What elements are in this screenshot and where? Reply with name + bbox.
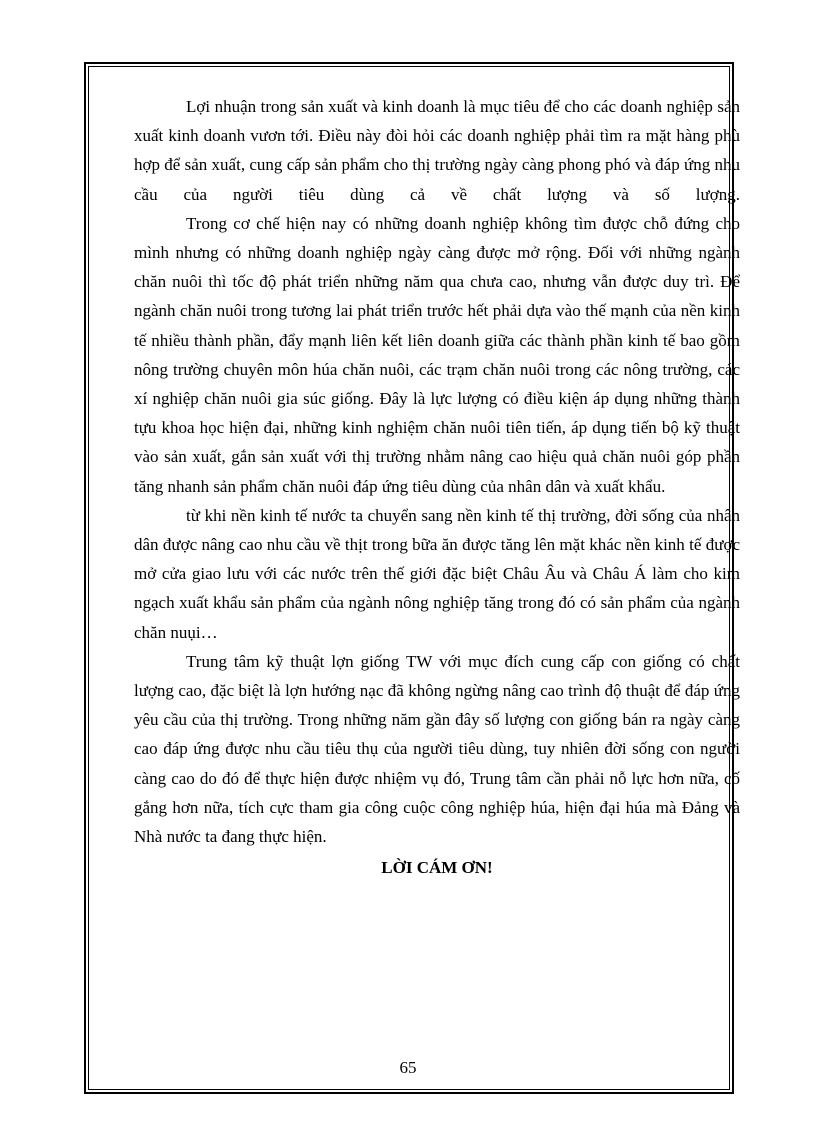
document-body: [134, 92, 740, 882]
section-heading: LỜI CÁM ƠN!: [381, 858, 493, 878]
paragraph-2: Trong cơ chế hiện nay có những doanh nghiệp không tìm được chỗ đứng cho mình nhưng có những doanh nghiệp ngày càng được mở rộng. Đối với những ngành chăn nuôi thì tốc độ phát triển những năm qua chưa cao, nhưng vẫn được duy trì. Để ngành chăn nuôi trong tương lai phát triển trước hết phải dựa vào thế mạnh của nền kinh tế nhiều thành phần, đẩy mạnh liên kết liên doanh giữa các thành phần kinh tế bao gồm nông trường chuyên môn húa chăn nuôi, các trạm chăn nuôi trong các nông trường, các xí nghiệp chăn nuôi gia súc giống. Đây là lực lượng có điều kiện áp dụng những thành tựu khoa học hiện đại, những kinh nghiệm chăn nuôi tiên tiến, áp dụng tiến bộ kỹ thuật vào sản xuất, gắn sản xuất với thị trường nhằm nâng cao hiệu quả chăn nuôi góp phần tăng nhanh sản phẩm chăn nuôi đáp ứng tiêu dùng của nhân dân và xuất khẩu.: [134, 213, 740, 496]
paragraph-3: từ khi nền kinh tế nước ta chuyển sang nền kinh tế thị trường, đời sống của nhân dân được nâng cao nhu cầu về thịt trong bữa ăn được tăng lên mặt khác nền kinh tế được mở cửa giao lưu với các nước trên thế giới đặc biệt Châu Âu và Châu Á làm cho kim ngạch xuất khẩu sản phẩm của ngành nông nghiệp tăng trong đó có sản phẩm của ngành chăn nuụi…: [134, 505, 740, 642]
paragraph-1: Lợi nhuận trong sản xuất và kinh doanh là mục tiêu để cho các doanh nghiệp sản xuất kinh doanh vươn tới. Điều này đòi hỏi các doanh nghiệp phải tìm ra mặt hàng phù hợp để sản xuất, cung cấp sản phẩm cho thị trường ngày càng phong phó và đáp ứng nhu cầu của người tiêu dùng cả về chất lượng và số lượng.: [134, 97, 740, 204]
page-number: 65: [399, 1058, 417, 1077]
paragraph-4: Trung tâm kỹ thuật lợn giống TW với mục đích cung cấp con giống có chất lượng cao, đặc biệt là lợn hướng nạc đã không ngừng nâng cao trình độ thuật để đáp ứng yêu cầu của thị trường. Trong những năm gần đây số lượng con giống bán ra ngày càng cao đáp ứng được nhu cầu tiêu thụ của người tiêu dùng, tuy nhiên đời sống con người càng cao do đó để thực hiện được nhiệm vụ đó, Trung tâm cần phải nỗ lực hơn nữa, cố gắng hơn nữa, tích cực tham gia công cuộc công nghiệp húa, hiện đại húa mà Đảng và Nhà nước ta đang thực hiện.: [134, 651, 740, 847]
